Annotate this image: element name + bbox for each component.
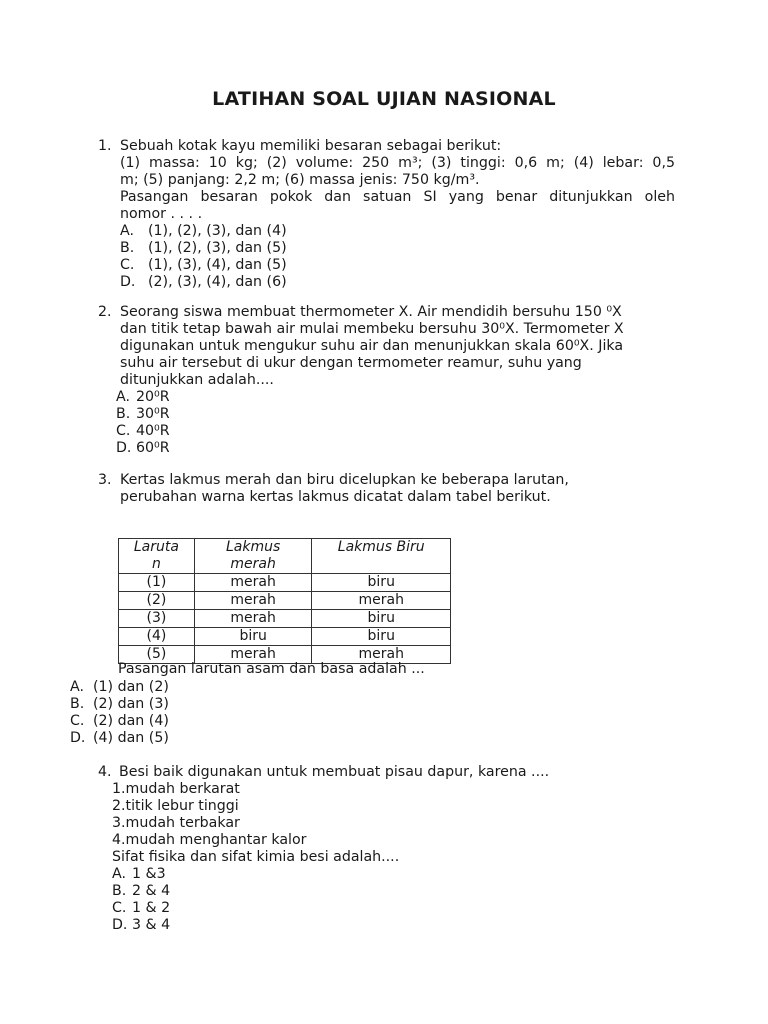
option-letter: B.	[116, 406, 131, 422]
table-cell: (1)	[119, 574, 195, 592]
table-cell: (2)	[119, 592, 195, 610]
option-a[interactable]	[70, 679, 370, 696]
option-text: 3 & 4	[132, 917, 171, 933]
question-text-line: 3.mudah terbakar	[112, 815, 240, 831]
option-c[interactable]	[116, 423, 416, 440]
option-b[interactable]	[112, 883, 667, 900]
option-letter: B.	[120, 240, 135, 256]
option-text: 20⁰R	[136, 389, 170, 405]
table-cell: (5)	[119, 646, 195, 664]
question-number: 1.	[98, 138, 112, 154]
option-a[interactable]	[112, 866, 667, 883]
option-b[interactable]	[70, 696, 370, 713]
option-letter: D.	[120, 274, 136, 290]
option-text: 1 & 2	[132, 900, 171, 916]
page-title: LATIHAN SOAL UJIAN NASIONAL	[212, 88, 556, 110]
litmus-table	[118, 538, 451, 664]
option-a[interactable]	[120, 223, 675, 240]
table-row	[119, 574, 451, 592]
question-text-line: dan titik tetap bawah air mulai membeku bersuhu 30⁰X. Termometer X	[120, 321, 624, 337]
option-letter: C.	[120, 257, 135, 273]
option-letter: A.	[112, 866, 126, 882]
option-text: (1), (2), (3), dan (4)	[148, 223, 287, 239]
option-letter: C.	[70, 713, 85, 729]
option-letter: D.	[112, 917, 128, 933]
table-header-row	[119, 539, 451, 574]
option-b[interactable]	[120, 240, 675, 257]
question-text-line: Seorang siswa membuat thermometer X. Air mendidih bersuhu 150 ⁰X	[120, 304, 622, 320]
table-cell: (3)	[119, 610, 195, 628]
option-d[interactable]	[120, 274, 675, 291]
table-cell: biru	[312, 574, 451, 592]
question-text-line: Kertas lakmus merah dan biru dicelupkan ke beberapa larutan,	[120, 472, 569, 488]
question-text-line: Besi baik digunakan untuk membuat pisau dapur, karena ....	[119, 764, 550, 780]
option-letter: D.	[70, 730, 86, 746]
option-d[interactable]	[70, 730, 370, 747]
question-3-options	[70, 679, 370, 747]
question-prompt: Pasangan larutan asam dan basa adalah ...	[118, 661, 425, 677]
question-text-line: 1.mudah berkarat	[112, 781, 240, 797]
option-text: (2) dan (3)	[93, 696, 169, 712]
question-text-line: nomor . . . .	[120, 206, 203, 222]
option-letter: D.	[116, 440, 132, 456]
option-text: 2 & 4	[132, 883, 171, 899]
question-text-line: m; (5) panjang: 2,2 m; (6) massa jenis: 750 kg/m³.	[120, 172, 480, 188]
option-text: (1), (3), (4), dan (5)	[148, 257, 287, 273]
option-text: 30⁰R	[136, 406, 170, 422]
option-text: (4) dan (5)	[93, 730, 169, 746]
table-cell: biru	[312, 628, 451, 646]
option-d[interactable]	[116, 440, 416, 457]
question-text-line: Pasangan besaran pokok dan satuan SI yang benar ditunjukkan oleh	[120, 189, 675, 205]
column-header: Lakmus merah	[194, 539, 312, 574]
option-c[interactable]	[120, 257, 675, 274]
option-text: 40⁰R	[136, 423, 170, 439]
table-cell: biru	[194, 628, 312, 646]
column-header: Lakmus Biru	[312, 539, 451, 574]
table-row	[119, 592, 451, 610]
table-cell: biru	[312, 610, 451, 628]
question-text-line: Sebuah kotak kayu memiliki besaran sebagai berikut:	[120, 138, 502, 154]
option-text: 60⁰R	[136, 440, 170, 456]
option-a[interactable]	[116, 389, 416, 406]
question-text-line: perubahan warna kertas lakmus dicatat dalam tabel berikut.	[120, 489, 551, 505]
question-text-line: 4.mudah menghantar kalor	[112, 832, 307, 848]
column-header: Laruta n	[119, 539, 195, 574]
question-text-line: Sifat fisika dan sifat kimia besi adalah....	[112, 849, 400, 865]
question-text-line: digunakan untuk mengukur suhu air dan menunjukkan skala 60⁰X. Jika	[120, 338, 624, 354]
table-row	[119, 628, 451, 646]
question-text-line: 2.titik lebur tinggi	[112, 798, 239, 814]
question-text-line: ditunjukkan adalah....	[120, 372, 274, 388]
table-cell: merah	[194, 610, 312, 628]
table-cell: merah	[312, 592, 451, 610]
option-c[interactable]	[112, 900, 667, 917]
option-letter: C.	[116, 423, 131, 439]
option-c[interactable]	[70, 713, 370, 730]
table-cell: merah	[194, 574, 312, 592]
question-text-line: (1) massa: 10 kg; (2) volume: 250 m³; (3) tinggi: 0,6 m; (4) lebar: 0,5	[120, 155, 675, 171]
question-text-line: suhu air tersebut di ukur dengan termometer reamur, suhu yang	[120, 355, 582, 371]
table-cell: merah	[194, 592, 312, 610]
option-letter: A.	[120, 223, 134, 239]
option-letter: C.	[112, 900, 127, 916]
option-text: (2), (3), (4), dan (6)	[148, 274, 287, 290]
table-row	[119, 610, 451, 628]
option-letter: B.	[70, 696, 85, 712]
option-letter: A.	[70, 679, 84, 695]
question-number: 2.	[98, 304, 112, 320]
option-b[interactable]	[116, 406, 416, 423]
table-cell: (4)	[119, 628, 195, 646]
option-text: (1) dan (2)	[93, 679, 169, 695]
option-letter: A.	[116, 389, 130, 405]
option-text: (1), (2), (3), dan (5)	[148, 240, 287, 256]
option-text: (2) dan (4)	[93, 713, 169, 729]
question-number: 4.	[98, 764, 112, 780]
table-cell: merah	[194, 646, 312, 664]
option-text: 1 &3	[132, 866, 166, 882]
option-letter: B.	[112, 883, 127, 899]
table-cell: merah	[312, 646, 451, 664]
question-number: 3.	[98, 472, 112, 488]
option-d[interactable]	[112, 917, 667, 934]
